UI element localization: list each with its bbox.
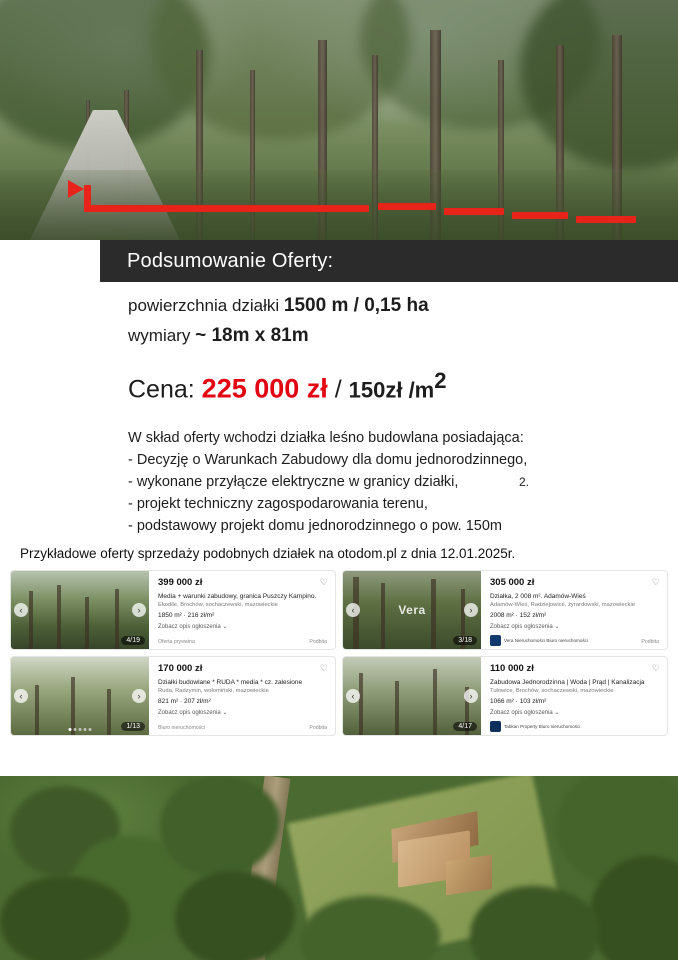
listing-meta: 821 m² · 207 zł/m² xyxy=(158,698,211,705)
listing-expand-link[interactable] xyxy=(490,623,659,630)
photo-dots xyxy=(69,728,92,731)
listing-title[interactable]: Zabudowa Jednorodzinna | Woda | Prąd | Kanalizacja xyxy=(490,679,645,686)
listing-card[interactable] xyxy=(10,656,336,736)
render-house-wing xyxy=(446,855,492,895)
listing-photo[interactable] xyxy=(343,571,481,649)
listing-body xyxy=(149,571,335,649)
photo-prev-icon[interactable]: ‹ xyxy=(14,603,28,617)
price-label: Cena: xyxy=(128,375,195,404)
listing-title[interactable]: Media + warunki zabudowy, granica Puszczy Kampino. xyxy=(158,593,317,600)
listing-photo[interactable] xyxy=(343,657,481,735)
photo-counter-badge: 4/17 xyxy=(453,722,477,731)
chevron-down-icon: ⌄ xyxy=(222,624,228,630)
listing-agency: Biuro nieruchomości xyxy=(158,725,205,731)
agency-logo-mark xyxy=(490,721,501,732)
favorite-heart-icon[interactable]: ♡ xyxy=(319,577,328,587)
offer-bullet-3: - projekt techniczny zagospodarowania terenu, xyxy=(128,496,428,513)
photo-next-icon[interactable]: › xyxy=(464,689,478,703)
listing-card[interactable] xyxy=(342,570,668,650)
listing-location: Tułowice, Brochów, sochaczewski, mazowieckie xyxy=(490,688,614,694)
listing-location: Adamów-Wieś, Radziejowice, żyrardowski, mazowieckie xyxy=(490,602,635,608)
listing-promoted-badge: Podbita xyxy=(309,639,327,645)
boundary-line-riser xyxy=(84,185,91,209)
listing-card[interactable] xyxy=(10,570,336,650)
offer-bullet-4-exponent: 2. xyxy=(519,475,530,489)
listing-agency: Tabkan Property Biuro nieruchomości xyxy=(504,723,581,729)
listing-expand-link[interactable] xyxy=(158,623,327,630)
boundary-line-main xyxy=(84,205,369,212)
listing-price: 399 000 zł xyxy=(158,577,203,588)
offer-bullet-4: - podstawowy projekt domu jednorodzinnego o pow. 150m xyxy=(128,518,503,535)
photo-prev-icon[interactable]: ‹ xyxy=(346,603,360,617)
favorite-heart-icon[interactable]: ♡ xyxy=(651,577,660,587)
listing-photo[interactable] xyxy=(11,571,149,649)
boundary-line-dash-1 xyxy=(378,203,436,210)
photo-counter-badge: 4/19 xyxy=(121,636,145,645)
dimensions-value: ~ 18m x 81m xyxy=(195,325,309,346)
area-row xyxy=(0,282,678,318)
agency-logo-mark xyxy=(490,635,501,646)
chevron-down-icon: ⌄ xyxy=(554,624,560,630)
photo-next-icon[interactable]: › xyxy=(464,603,478,617)
dimensions-row xyxy=(0,324,678,348)
boundary-line-dash-2 xyxy=(444,208,504,215)
boundary-line-dash-4 xyxy=(576,216,636,223)
area-label: powierzchnia działki xyxy=(128,296,280,315)
listing-expand-label: Zobacz opis ogłoszenia xyxy=(158,710,221,716)
photo-prev-icon[interactable]: ‹ xyxy=(14,689,28,703)
offer-details xyxy=(0,282,678,537)
listing-promoted-badge: Podbita xyxy=(309,725,327,731)
photo-next-icon[interactable]: › xyxy=(132,603,146,617)
render-visualisation xyxy=(0,776,678,960)
listing-agency: Oferta prywatna xyxy=(158,639,195,645)
hero-photo xyxy=(0,0,678,240)
price-separator: / xyxy=(334,375,342,404)
favorite-heart-icon[interactable]: ♡ xyxy=(319,663,328,673)
listing-agency: Vera Nieruchomości Biuro nieruchomości xyxy=(504,637,588,643)
price-value: 225 000 zł xyxy=(201,373,328,404)
listing-meta: 2008 m² · 152 zł/m² xyxy=(490,612,547,619)
photo-prev-icon[interactable]: ‹ xyxy=(346,689,360,703)
listing-title[interactable]: Działki budowlane * RUDA * media * cz. zalesione xyxy=(158,679,303,686)
listing-expand-label: Zobacz opis ogłoszenia xyxy=(490,710,553,716)
summary-title: Podsumowanie Oferty: xyxy=(127,249,334,272)
photo-counter-badge: 1/13 xyxy=(121,722,145,731)
listing-price: 170 000 zł xyxy=(158,663,203,674)
boundary-line-dash-3 xyxy=(512,212,568,219)
listing-meta: 1066 m² · 103 zł/m² xyxy=(490,698,547,705)
chevron-down-icon: ⌄ xyxy=(554,710,560,716)
price-per-sqm-exponent: 2 xyxy=(434,368,447,393)
listing-photo[interactable] xyxy=(11,657,149,735)
favorite-heart-icon[interactable]: ♡ xyxy=(651,663,660,673)
boundary-arrow-icon xyxy=(68,180,84,198)
render-tree-cluster xyxy=(175,871,295,960)
offer-intro: W skład oferty wchodzi działka leśno budowlana posiadająca: xyxy=(128,430,524,447)
price-row xyxy=(0,364,678,407)
offer-contents-list xyxy=(0,427,678,537)
offer-bullet-2: - wykonane przyłącze elektryczne w granicy działki, xyxy=(128,474,459,491)
listing-location: Ekodile, Brochów, sochaczewski, mazowieckie xyxy=(158,602,278,608)
listing-body xyxy=(481,571,667,649)
listing-agency-logo xyxy=(490,635,588,646)
listing-expand-link[interactable] xyxy=(490,709,659,716)
listing-body xyxy=(481,657,667,735)
listing-promoted-badge: Podbita xyxy=(641,639,659,645)
listing-price: 305 000 zł xyxy=(490,577,535,588)
chevron-down-icon: ⌄ xyxy=(222,710,228,716)
render-tree-cluster xyxy=(0,876,130,960)
photo-next-icon[interactable]: › xyxy=(132,689,146,703)
area-value: 1500 m / 0,15 ha xyxy=(283,295,429,316)
listing-agency-logo xyxy=(490,721,580,732)
listing-expand-link[interactable] xyxy=(158,709,327,716)
photo-counter-badge: 3/18 xyxy=(453,636,477,645)
listing-expand-label: Zobacz opis ogłoszenia xyxy=(158,624,221,630)
listing-price: 110 000 zł xyxy=(490,663,534,674)
listing-body xyxy=(149,657,335,735)
listing-expand-label: Zobacz opis ogłoszenia xyxy=(490,624,553,630)
listing-card[interactable] xyxy=(342,656,668,736)
comparables-caption: Przykładowe oferty sprzedaży podobnych działek na otodom.pl z dnia 12.01.2025r. xyxy=(20,546,516,561)
photo-watermark: Vera xyxy=(398,603,426,617)
listing-title[interactable]: Działka, 2 008 m². Adamów-Wieś xyxy=(490,593,586,600)
listing-meta: 1850 m² · 216 zł/m² xyxy=(158,612,215,619)
price-per-sqm: 150zł /m xyxy=(348,377,435,403)
dimensions-label: wymiary xyxy=(128,326,191,345)
comparables-grid xyxy=(10,570,668,736)
summary-title-bar xyxy=(100,240,678,282)
offer-bullet-1: - Decyzję o Warunkach Zabudowy dla domu jednorodzinnego, xyxy=(128,452,528,469)
listing-location: Ruda, Radzymin, wołomiński, mazowieckie xyxy=(158,688,269,694)
